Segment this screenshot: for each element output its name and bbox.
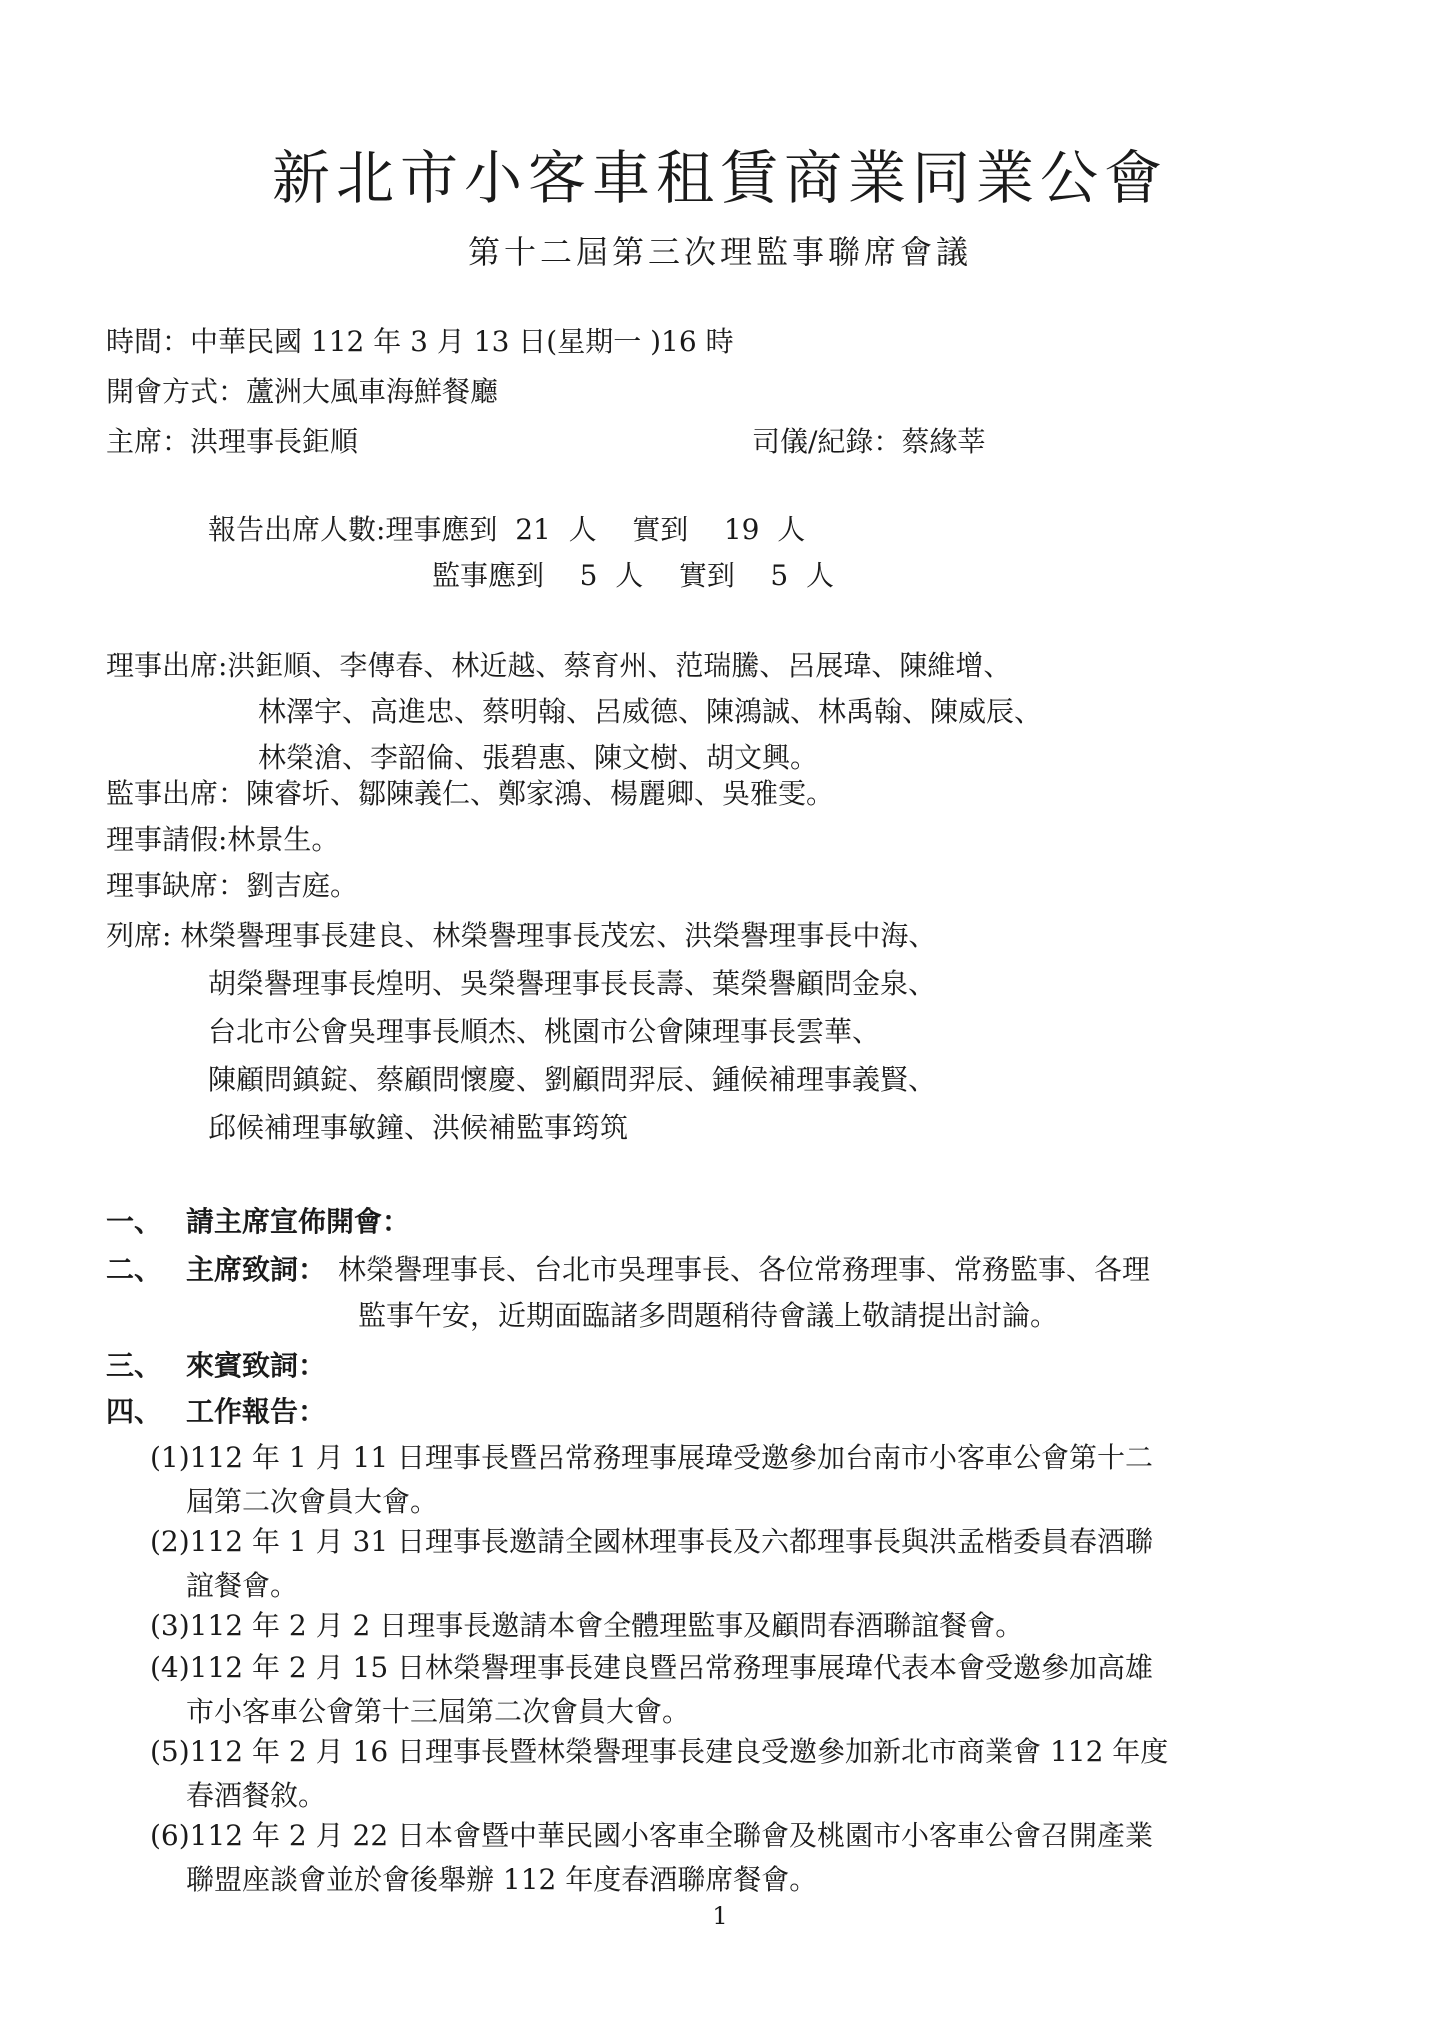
guests-line-3: 台北市公會吳理事長順杰、桃園市公會陳理事長雲華、 bbox=[208, 1015, 881, 1048]
attendance-directors: 報告出席人數:理事應到 21 人 實到 19 人 bbox=[208, 513, 806, 546]
guests-line-5: 邱候補理事敏鐘、洪候補監事筠筑 bbox=[208, 1111, 629, 1144]
agenda-item-1-text: 請主席宣佈開會： bbox=[186, 1205, 411, 1238]
agenda-item-2-number: 二、 bbox=[106, 1253, 163, 1286]
agenda-item-3-number: 三、 bbox=[106, 1349, 163, 1382]
agenda-item-2-label: 主席致詞： bbox=[186, 1253, 327, 1286]
page-number: 1 bbox=[712, 1902, 728, 1930]
meeting-time: 時間：中華民國 112 年 3 月 13 日(星期一 )16 時 bbox=[106, 325, 734, 358]
meeting-subtitle: 第十二屆第三次理監事聯席會議 bbox=[467, 233, 972, 271]
director-absent: 理事缺席：劉吉庭。 bbox=[106, 869, 359, 902]
meeting-recorder: 司儀/紀錄：蔡緣莘 bbox=[752, 425, 986, 458]
work-report-2-line-2: 誼餐會。 bbox=[186, 1569, 299, 1602]
directors-present-line-1: 理事出席:洪鉅順、李傳春、林近越、蔡育州、范瑞騰、呂展瑋、陳維增、 bbox=[106, 649, 1012, 682]
work-report-6-line-1: (6)112 年 2 月 22 日本會暨中華民國小客車全聯會及桃園市小客車公會召開產業 bbox=[150, 1819, 1154, 1852]
chair-speech-line-1: 林榮譽理事長、台北市吳理事長、各位常務理事、常務監事、各理 bbox=[338, 1253, 1151, 1286]
agenda-item-3-text: 來賓致詞： bbox=[186, 1349, 327, 1382]
meeting-chair: 主席：洪理事長鉅順 bbox=[106, 425, 359, 458]
attendance-supervisors: 監事應到 5 人 實到 5 人 bbox=[432, 559, 835, 592]
work-report-4-line-1: (4)112 年 2 月 15 日林榮譽理事長建良暨呂常務理事展瑋代表本會受邀參加高雄 bbox=[150, 1651, 1154, 1684]
supervisors-present: 監事出席：陳睿圻、鄒陳義仁、鄭家鴻、楊麗卿、吳雅雯。 bbox=[106, 777, 835, 810]
work-report-3-line-1: (3)112 年 2 月 2 日理事長邀請本會全體理監事及顧問春酒聯誼餐會。 bbox=[150, 1609, 1024, 1642]
work-report-1-line-2: 屆第二次會員大會。 bbox=[186, 1485, 439, 1518]
document-title: 新北市小客車租賃商業同業公會 bbox=[271, 144, 1168, 212]
work-report-5-line-1: (5)112 年 2 月 16 日理事長暨林榮譽理事長建良受邀參加新北市商業會 112 年度 bbox=[150, 1735, 1169, 1768]
meeting-venue: 開會方式：蘆洲大風車海鮮餐廳 bbox=[106, 375, 499, 408]
chair-speech-line-2: 監事午安，近期面臨諸多問題稍待會議上敬請提出討論。 bbox=[358, 1299, 1059, 1332]
work-report-6-line-2: 聯盟座談會並於會後舉辦 112 年度春酒聯席餐會。 bbox=[186, 1863, 818, 1896]
director-on-leave: 理事請假:林景生。 bbox=[106, 823, 340, 856]
agenda-item-4-text: 工作報告： bbox=[186, 1395, 327, 1428]
work-report-1-line-1: (1)112 年 1 月 11 日理事長暨呂常務理事展瑋受邀參加台南市小客車公會第十二 bbox=[150, 1441, 1154, 1474]
work-report-5-line-2: 春酒餐敘。 bbox=[186, 1779, 327, 1812]
guests-line-1: 列席: 林榮譽理事長建良、林榮譽理事長茂宏、洪榮譽理事長中海、 bbox=[106, 919, 937, 952]
directors-present-line-3: 林榮滄、李韶倫、張碧惠、陳文樹、胡文興。 bbox=[258, 741, 819, 774]
agenda-item-1-number: 一、 bbox=[106, 1205, 163, 1238]
guests-line-2: 胡榮譽理事長煌明、吳榮譽理事長長壽、葉榮譽顧問金泉、 bbox=[208, 967, 937, 1000]
agenda-item-4-number: 四、 bbox=[106, 1395, 163, 1428]
work-report-4-line-2: 市小客車公會第十三屆第二次會員大會。 bbox=[186, 1695, 691, 1728]
guests-line-4: 陳顧問鎮錠、蔡顧問懷慶、劉顧問羿辰、鍾候補理事義賢、 bbox=[208, 1063, 937, 1096]
work-report-2-line-1: (2)112 年 1 月 31 日理事長邀請全國林理事長及六都理事長與洪孟楷委員春酒聯 bbox=[150, 1525, 1154, 1558]
directors-present-line-2: 林澤宇、高進忠、蔡明翰、呂威德、陳鴻誠、林禹翰、陳威辰、 bbox=[258, 695, 1043, 728]
